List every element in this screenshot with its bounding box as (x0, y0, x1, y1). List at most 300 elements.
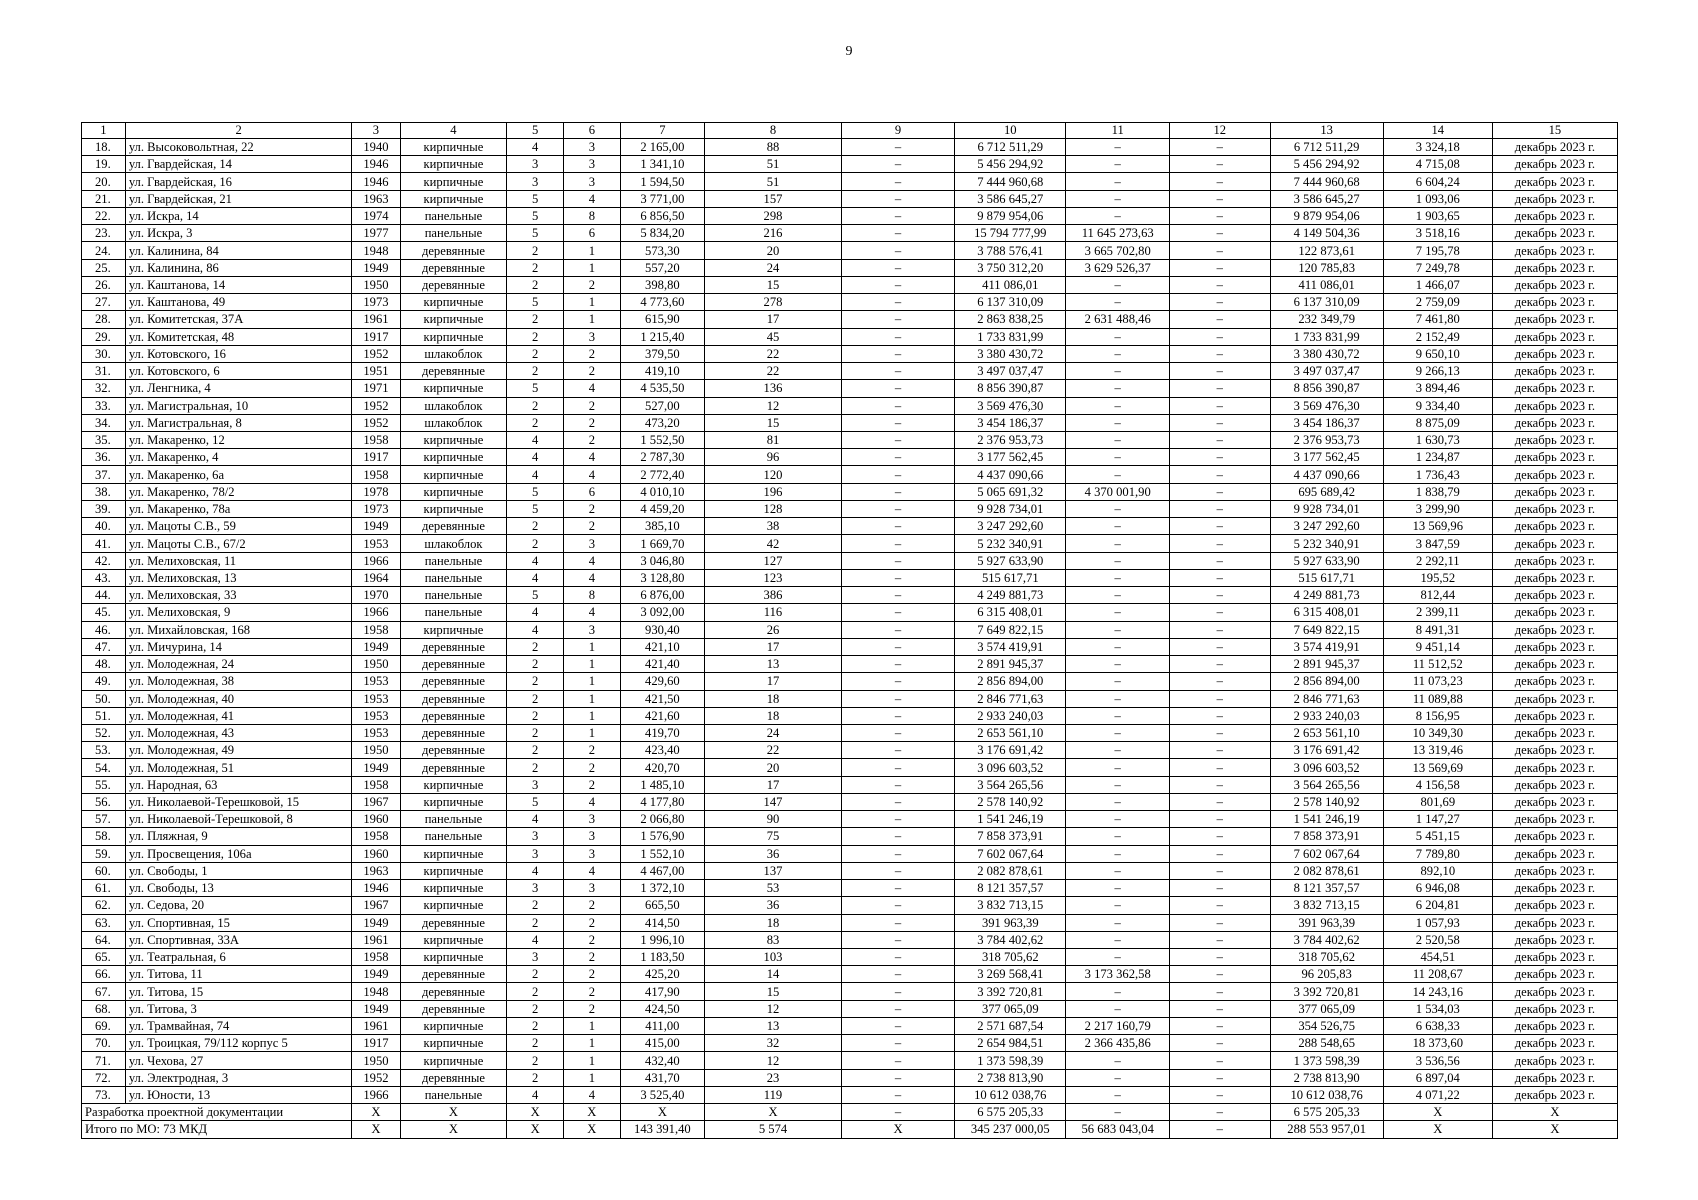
table-cell: 90 (705, 811, 842, 828)
table-cell: 3 (564, 328, 621, 345)
row-number-cell: 44. (82, 587, 126, 604)
table-cell: – (1170, 793, 1270, 810)
table-cell: 11 512,52 (1383, 656, 1492, 673)
row-number-cell: 58. (82, 828, 126, 845)
table-cell: 2 (507, 259, 564, 276)
table-cell: 386 (705, 587, 842, 604)
table-cell: – (1066, 552, 1170, 569)
table-cell: 3 177 562,45 (955, 449, 1066, 466)
row-number-cell: 37. (82, 466, 126, 483)
table-cell: 75 (705, 828, 842, 845)
table-cell: – (1170, 1000, 1270, 1017)
table-cell: декабрь 2023 г. (1492, 449, 1617, 466)
table-cell: 1958 (352, 776, 400, 793)
table-cell: декабрь 2023 г. (1492, 139, 1617, 156)
table-cell: – (841, 1104, 954, 1121)
table-cell: 1 (564, 311, 621, 328)
row-number-cell: 57. (82, 811, 126, 828)
table-cell: кирпичные (400, 139, 507, 156)
table-cell: 4 (507, 449, 564, 466)
table-cell: 2 846 771,63 (955, 690, 1066, 707)
table-cell: X (705, 1104, 842, 1121)
table-cell: 1 (564, 707, 621, 724)
table-cell: 4 (564, 604, 621, 621)
table-cell: – (1170, 552, 1270, 569)
row-number-cell: 54. (82, 759, 126, 776)
table-cell: 32 (705, 1035, 842, 1052)
table-cell: 1953 (352, 535, 400, 552)
table-cell: – (1170, 242, 1270, 259)
table-cell: 17 (705, 638, 842, 655)
table-cell: – (841, 845, 954, 862)
table-cell: 6 712 511,29 (955, 139, 1066, 156)
table-cell: 2 787,30 (620, 449, 704, 466)
table-cell: 216 (705, 225, 842, 242)
table-cell: декабрь 2023 г. (1492, 690, 1617, 707)
table-cell: 1917 (352, 449, 400, 466)
table-cell: – (1066, 363, 1170, 380)
address-cell: ул. Котовского, 16 (125, 345, 352, 362)
table-row (82, 173, 1618, 190)
table-cell: 8 875,09 (1383, 414, 1492, 431)
table-cell: 2 376 953,73 (1270, 431, 1383, 448)
table-cell: – (841, 931, 954, 948)
table-cell: 2 (507, 1000, 564, 1017)
table-cell: 2 (507, 690, 564, 707)
table-cell: 695 689,42 (1270, 483, 1383, 500)
table-cell: 2 891 945,37 (955, 656, 1066, 673)
table-cell: 1940 (352, 139, 400, 156)
table-cell: декабрь 2023 г. (1492, 983, 1617, 1000)
table-cell: 1966 (352, 1086, 400, 1103)
table-cell: 1974 (352, 207, 400, 224)
table-cell: – (841, 225, 954, 242)
row-number-cell: 63. (82, 914, 126, 931)
table-cell: – (1170, 1104, 1270, 1121)
table-cell: декабрь 2023 г. (1492, 207, 1617, 224)
table-cell: – (1170, 328, 1270, 345)
table-cell: 354 526,75 (1270, 1017, 1383, 1034)
table-cell: 6 712 511,29 (1270, 139, 1383, 156)
table-cell: – (841, 1017, 954, 1034)
address-cell: ул. Электродная, 3 (125, 1069, 352, 1086)
table-cell: – (1170, 173, 1270, 190)
table-cell: 1 903,65 (1383, 207, 1492, 224)
table-cell: 1949 (352, 759, 400, 776)
row-number-cell: 56. (82, 793, 126, 810)
table-cell: 5 456 294,92 (955, 156, 1066, 173)
table-cell: 2 (507, 673, 564, 690)
address-cell: ул. Троицкая, 79/112 корпус 5 (125, 1035, 352, 1052)
table-cell: – (841, 414, 954, 431)
table-cell: декабрь 2023 г. (1492, 225, 1617, 242)
table-cell: декабрь 2023 г. (1492, 397, 1617, 414)
table-cell: 2 578 140,92 (1270, 793, 1383, 810)
table-cell: 288 548,65 (1270, 1035, 1383, 1052)
table-cell: 2 (507, 276, 564, 293)
table-cell: декабрь 2023 г. (1492, 1069, 1617, 1086)
row-number-cell: 26. (82, 276, 126, 293)
table-cell: – (841, 793, 954, 810)
table-cell: 1 838,79 (1383, 483, 1492, 500)
table-cell: 6 897,04 (1383, 1069, 1492, 1086)
table-cell: 26 (705, 621, 842, 638)
table-cell: X (564, 1121, 621, 1138)
table-cell: декабрь 2023 г. (1492, 811, 1617, 828)
table-cell: 3 564 265,56 (955, 776, 1066, 793)
table-cell: 421,10 (620, 638, 704, 655)
table-cell: деревянные (400, 638, 507, 655)
table-cell: – (1170, 1069, 1270, 1086)
table-cell: панельные (400, 587, 507, 604)
table-cell: – (1170, 518, 1270, 535)
table-row (82, 759, 1618, 776)
table-cell: декабрь 2023 г. (1492, 569, 1617, 586)
table-cell: 1953 (352, 690, 400, 707)
table-cell: 3 (507, 949, 564, 966)
table-cell: 3 247 292,60 (1270, 518, 1383, 535)
table-cell: – (1066, 173, 1170, 190)
table-cell: – (841, 552, 954, 569)
table-cell: 24 (705, 724, 842, 741)
table-cell: X (400, 1104, 507, 1121)
table-cell: – (1066, 518, 1170, 535)
table-cell: панельные (400, 1086, 507, 1103)
column-number-cell: 5 (507, 123, 564, 139)
table-cell: 15 (705, 983, 842, 1000)
table-cell: декабрь 2023 г. (1492, 862, 1617, 879)
table-row (82, 914, 1618, 931)
table-cell: – (1066, 897, 1170, 914)
table-cell: 13 569,96 (1383, 518, 1492, 535)
table-cell: 2 (564, 397, 621, 414)
table-cell: 2 654 984,51 (955, 1035, 1066, 1052)
table-cell: 13 (705, 656, 842, 673)
table-cell: декабрь 2023 г. (1492, 1086, 1617, 1103)
address-cell: ул. Магистральная, 8 (125, 414, 352, 431)
table-cell: – (841, 621, 954, 638)
table-cell: – (1066, 656, 1170, 673)
table-row (82, 552, 1618, 569)
table-cell: 1 (564, 259, 621, 276)
table-cell: 2 (507, 1052, 564, 1069)
table-cell: 5 (507, 207, 564, 224)
table-cell: 195,52 (1383, 569, 1492, 586)
table-cell: 2 292,11 (1383, 552, 1492, 569)
table-cell: 1949 (352, 638, 400, 655)
table-cell: 1949 (352, 914, 400, 931)
table-cell: – (841, 587, 954, 604)
table-cell: 3 (564, 139, 621, 156)
table-cell: 5 (507, 225, 564, 242)
table-row (82, 690, 1618, 707)
table-cell: 22 (705, 363, 842, 380)
table-cell: 2 (507, 656, 564, 673)
table-cell: 6 876,00 (620, 587, 704, 604)
table-cell: деревянные (400, 656, 507, 673)
row-number-cell: 53. (82, 742, 126, 759)
table-row (82, 845, 1618, 862)
address-cell: ул. Мацоты С.В., 67/2 (125, 535, 352, 552)
address-cell: ул. Спортивная, 15 (125, 914, 352, 931)
table-cell: 3 392 720,81 (1270, 983, 1383, 1000)
table-cell: 10 349,30 (1383, 724, 1492, 741)
table-cell: 7 195,78 (1383, 242, 1492, 259)
table-cell: 2 (507, 638, 564, 655)
table-cell: 5 834,20 (620, 225, 704, 242)
table-cell: декабрь 2023 г. (1492, 949, 1617, 966)
table-row (82, 742, 1618, 759)
table-cell: – (1170, 225, 1270, 242)
table-cell: – (1066, 587, 1170, 604)
table-cell: шлакоблок (400, 535, 507, 552)
table-cell: 3 771,00 (620, 190, 704, 207)
table-cell: 6 137 310,09 (955, 294, 1066, 311)
table-cell: кирпичные (400, 466, 507, 483)
row-number-cell: 66. (82, 966, 126, 983)
address-cell: ул. Искра, 14 (125, 207, 352, 224)
table-row (82, 604, 1618, 621)
row-number-cell: 46. (82, 621, 126, 638)
table-row (82, 1069, 1618, 1086)
table-cell: 1 736,43 (1383, 466, 1492, 483)
table-cell: 9 879 954,06 (955, 207, 1066, 224)
table-cell: 4 467,00 (620, 862, 704, 879)
table-cell: 6 315 408,01 (955, 604, 1066, 621)
row-number-cell: 20. (82, 173, 126, 190)
table-cell: 6 638,33 (1383, 1017, 1492, 1034)
table-cell: 2 (564, 1000, 621, 1017)
table-row (82, 828, 1618, 845)
table-cell: – (1066, 345, 1170, 362)
column-number-cell: 9 (841, 123, 954, 139)
table-cell: 96 205,83 (1270, 966, 1383, 983)
table-cell: декабрь 2023 г. (1492, 518, 1617, 535)
address-cell: ул. Калинина, 86 (125, 259, 352, 276)
table-cell: 4 (507, 811, 564, 828)
table-cell: – (1170, 294, 1270, 311)
table-cell: 421,60 (620, 707, 704, 724)
row-number-cell: 22. (82, 207, 126, 224)
table-cell: 1948 (352, 983, 400, 1000)
table-cell: 3 497 037,47 (955, 363, 1066, 380)
table-cell: декабрь 2023 г. (1492, 345, 1617, 362)
address-cell: ул. Мелиховская, 9 (125, 604, 352, 621)
table-cell: 1971 (352, 380, 400, 397)
table-cell: 411 086,01 (1270, 276, 1383, 293)
table-cell: 3 569 476,30 (955, 397, 1066, 414)
table-cell: 391 963,39 (955, 914, 1066, 931)
address-cell: ул. Молодежная, 38 (125, 673, 352, 690)
table-cell: 123 (705, 569, 842, 586)
table-cell: 18 373,60 (1383, 1035, 1492, 1052)
table-cell: 17 (705, 311, 842, 328)
table-cell: 1 (564, 724, 621, 741)
table-cell: 2 (507, 983, 564, 1000)
table-cell: кирпичные (400, 949, 507, 966)
table-cell: 1953 (352, 724, 400, 741)
table-cell: 1958 (352, 949, 400, 966)
table-cell: X (352, 1104, 400, 1121)
table-cell: 22 (705, 742, 842, 759)
table-cell: 2 (564, 431, 621, 448)
table-cell: 4 (564, 1086, 621, 1103)
table-row (82, 363, 1618, 380)
table-cell: 1951 (352, 363, 400, 380)
table-row (82, 811, 1618, 828)
table-cell: 2 366 435,86 (1066, 1035, 1170, 1052)
table-cell: – (1170, 311, 1270, 328)
table-cell: 8 856 390,87 (955, 380, 1066, 397)
table-cell: 36 (705, 845, 842, 862)
table-cell: декабрь 2023 г. (1492, 673, 1617, 690)
table-cell: 3 (507, 776, 564, 793)
table-cell: 3 784 402,62 (955, 931, 1066, 948)
table-cell: 801,69 (1383, 793, 1492, 810)
table-cell: 3 750 312,20 (955, 259, 1066, 276)
table-cell: X (1492, 1104, 1617, 1121)
table-cell: декабрь 2023 г. (1492, 483, 1617, 500)
row-number-cell: 62. (82, 897, 126, 914)
table-cell: 1 630,73 (1383, 431, 1492, 448)
table-cell: – (1170, 276, 1270, 293)
table-cell: декабрь 2023 г. (1492, 500, 1617, 517)
table-cell: – (841, 276, 954, 293)
table-cell: кирпичные (400, 449, 507, 466)
table-cell: – (1170, 587, 1270, 604)
table-cell: – (1066, 1000, 1170, 1017)
table-cell: – (1066, 139, 1170, 156)
table-cell: 7 249,78 (1383, 259, 1492, 276)
row-number-cell: 29. (82, 328, 126, 345)
table-cell: 9 266,13 (1383, 363, 1492, 380)
table-cell: 1 (564, 294, 621, 311)
table-cell: – (1170, 156, 1270, 173)
table-cell: 1 733 831,99 (1270, 328, 1383, 345)
table-cell: X (507, 1121, 564, 1138)
table-cell: деревянные (400, 242, 507, 259)
table-cell: кирпичные (400, 311, 507, 328)
table-cell: 4 (564, 380, 621, 397)
table-cell: – (1170, 759, 1270, 776)
table-cell: 12 (705, 1052, 842, 1069)
table-cell: 1961 (352, 311, 400, 328)
table-cell: 4 (507, 931, 564, 948)
table-cell: – (1170, 1035, 1270, 1052)
table-cell: кирпичные (400, 621, 507, 638)
table-cell: 1946 (352, 880, 400, 897)
table-cell: – (1066, 845, 1170, 862)
address-cell: ул. Гвардейская, 21 (125, 190, 352, 207)
table-cell: 1 466,07 (1383, 276, 1492, 293)
table-cell: 6 (564, 225, 621, 242)
table-cell: 379,50 (620, 345, 704, 362)
table-cell: 2 (564, 414, 621, 431)
table-cell: – (841, 345, 954, 362)
table-cell: 3 128,80 (620, 569, 704, 586)
table-cell: 5 (507, 380, 564, 397)
table-cell: кирпичные (400, 483, 507, 500)
table-cell: 5 232 340,91 (1270, 535, 1383, 552)
table-cell: 1953 (352, 707, 400, 724)
table-cell: 1950 (352, 656, 400, 673)
table-cell: 1 373 598,39 (955, 1052, 1066, 1069)
table-cell: 10 612 038,76 (955, 1086, 1066, 1103)
table-cell: 398,80 (620, 276, 704, 293)
table-cell: – (1170, 621, 1270, 638)
table-cell: 4 459,20 (620, 500, 704, 517)
table-cell: декабрь 2023 г. (1492, 414, 1617, 431)
table-cell: 812,44 (1383, 587, 1492, 604)
address-cell: ул. Спортивная, 33А (125, 931, 352, 948)
table-cell: декабрь 2023 г. (1492, 190, 1617, 207)
table-cell: декабрь 2023 г. (1492, 535, 1617, 552)
table-row (82, 242, 1618, 259)
table-cell: – (1170, 897, 1270, 914)
table-cell: – (841, 1000, 954, 1017)
row-number-cell: 45. (82, 604, 126, 621)
address-cell: ул. Макаренко, 4 (125, 449, 352, 466)
table-cell: деревянные (400, 707, 507, 724)
table-cell: деревянные (400, 759, 507, 776)
table-cell: 3 173 362,58 (1066, 966, 1170, 983)
table-cell: 2 863 838,25 (955, 311, 1066, 328)
row-number-cell: 67. (82, 983, 126, 1000)
table-cell: панельные (400, 569, 507, 586)
row-number-cell: 36. (82, 449, 126, 466)
table-cell: 2 (564, 742, 621, 759)
table-cell: – (841, 673, 954, 690)
table-cell: 7 649 822,15 (955, 621, 1066, 638)
table-cell: 15 (705, 414, 842, 431)
address-cell: ул. Гвардейская, 14 (125, 156, 352, 173)
table-row (82, 1000, 1618, 1017)
table-cell: 1917 (352, 1035, 400, 1052)
table-cell: декабрь 2023 г. (1492, 759, 1617, 776)
table-cell: 1917 (352, 328, 400, 345)
table-cell: 1 733 831,99 (955, 328, 1066, 345)
table-row (82, 724, 1618, 741)
row-number-cell: 49. (82, 673, 126, 690)
table-cell: 2 (564, 966, 621, 983)
table-cell: – (841, 466, 954, 483)
table-cell: – (1066, 828, 1170, 845)
table-cell: – (1066, 862, 1170, 879)
table-row (82, 190, 1618, 207)
table-cell: – (1066, 207, 1170, 224)
row-number-cell: 48. (82, 656, 126, 673)
table-cell: 4 (564, 793, 621, 810)
table-cell: кирпичные (400, 897, 507, 914)
table-cell: деревянные (400, 914, 507, 931)
table-cell: 411,00 (620, 1017, 704, 1034)
table-cell: – (1066, 569, 1170, 586)
table-cell: кирпичные (400, 173, 507, 190)
row-number-cell: 43. (82, 569, 126, 586)
table-cell: шлакоблок (400, 414, 507, 431)
table-cell: 9 451,14 (1383, 638, 1492, 655)
table-cell: – (841, 518, 954, 535)
table-cell: 1949 (352, 259, 400, 276)
table-cell: 5 (507, 483, 564, 500)
table-cell: 2 (507, 397, 564, 414)
table-cell: 3 586 645,27 (1270, 190, 1383, 207)
table-cell: деревянные (400, 1069, 507, 1086)
address-cell: ул. Трамвайная, 74 (125, 1017, 352, 1034)
table-cell: 3 177 562,45 (1270, 449, 1383, 466)
table-cell: X (620, 1104, 704, 1121)
table-cell: 414,50 (620, 914, 704, 931)
